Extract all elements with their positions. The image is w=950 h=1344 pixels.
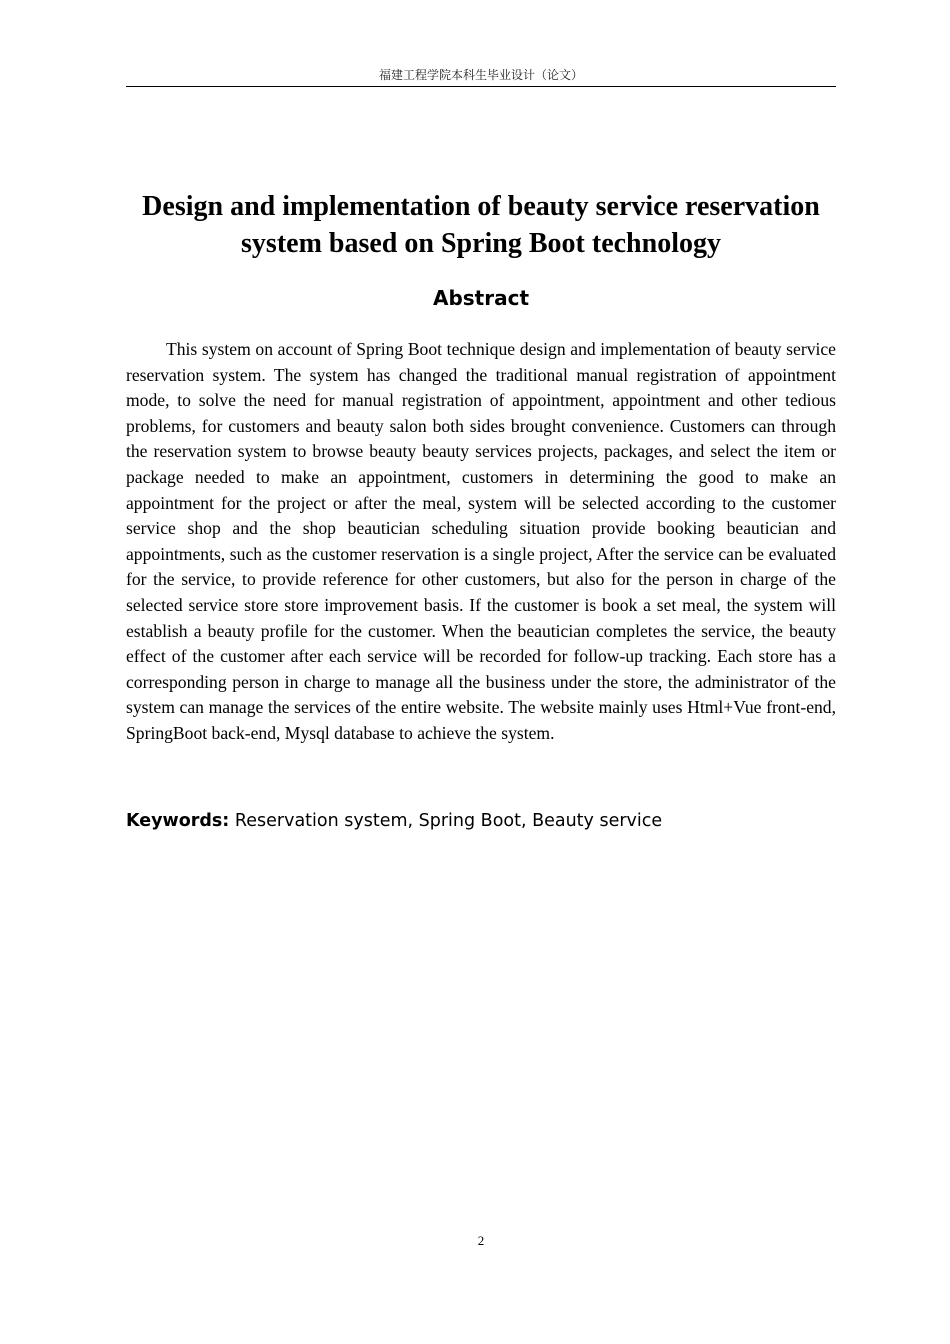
paper-title: Design and implementation of beauty service reservation system based on Spring Boot technology bbox=[142, 191, 820, 259]
header-rule bbox=[126, 86, 836, 87]
keywords-line bbox=[126, 808, 836, 834]
abstract-heading: Abstract bbox=[432, 286, 530, 310]
keywords-text: Reservation system, Spring Boot, Beauty service bbox=[234, 811, 663, 831]
abstract-body: This system on account of Spring Boot technique design and implementation of beauty service reservation system. The system has changed the traditional manual registration of appointment mode, to solve the need for manual registration of appointment, appointment and other tedious problems, for customers and beauty salon both sides brought convenience. Customers can through the reservation system to browse beauty beauty services projects, packages, and select the item or package needed to make an appointment, customers in determining the good to make an appointment for the project or after the meal, system will be selected according to the customer service shop and the shop beautician scheduling situation provide booking beautician and appointments, such as the customer reservation is a single project, After the service can be evaluated for the service, to provide reference for other customers, but also for the person in charge of the selected service store store improvement basis. If the customer is book a set meal, the system will establish a beauty profile for the customer. When the beautician completes the service, the beauty effect of the customer after each service will be recorded for follow-up tracking. Each store has a corresponding person in charge to manage all the business under the store, the administrator of the system can manage the services of the entire website. The website mainly uses Html+Vue front-end, SpringBoot back-end, Mysql database to achieve the system. bbox=[126, 339, 836, 743]
page-number: 2 bbox=[477, 1233, 485, 1248]
keywords-label: Keywords: bbox=[126, 811, 230, 831]
running-header: 福建工程学院本科生毕业设计（论文） bbox=[378, 68, 583, 82]
